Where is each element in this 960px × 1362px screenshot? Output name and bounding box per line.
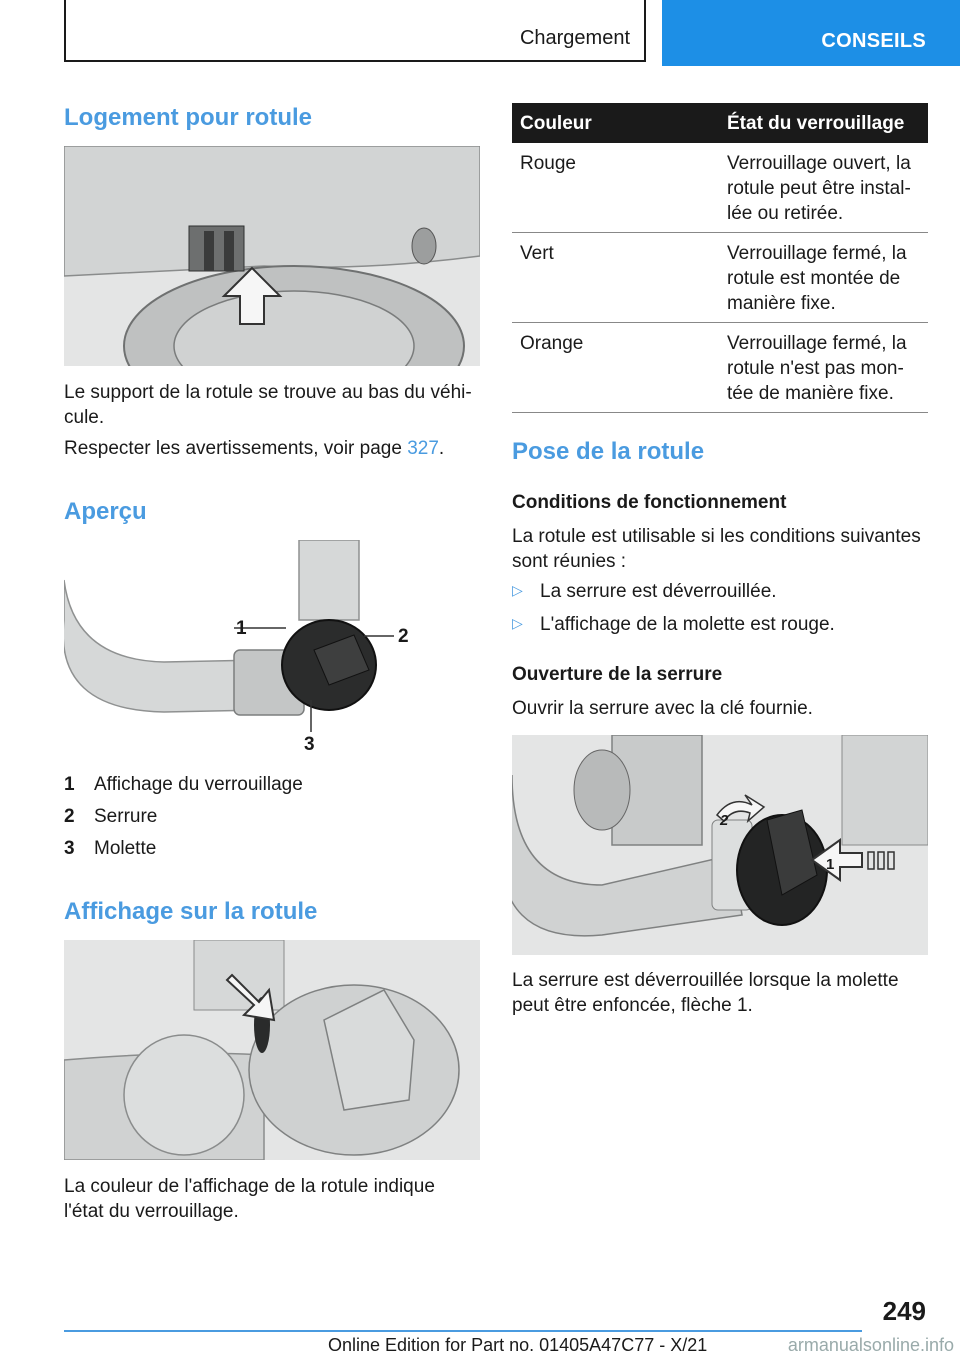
heading-pose: Pose de la rotule [512, 438, 705, 465]
bullet-triangle-icon: ▷ [512, 615, 523, 631]
page-ref-link[interactable]: 327 [407, 438, 439, 459]
footer-watermark: armanualsonline.info [787, 1335, 954, 1355]
header-section: CONSEILS [821, 30, 926, 52]
table-row [512, 323, 928, 413]
text-conditions: La rotule est utilisable si les conditions suivantes sont réunies : [512, 526, 921, 572]
footer-edition: Online Edition for Part no. 01405A47C77 - X/21 [328, 1335, 708, 1355]
table-row [512, 143, 928, 233]
table-cell-state: Verrouillage fermé, la rotule n'est pas mon-tée de manière fixe. [727, 333, 907, 404]
table-cell-color: Orange [520, 333, 584, 354]
figure-unlock [512, 735, 928, 955]
text-color-indicates: La couleur de l'affichage de la rotule indique l'état du verrouillage. [64, 1176, 435, 1222]
bullet-triangle-icon: ▷ [512, 582, 523, 598]
fig-label-3: 3 [304, 734, 315, 755]
legend-text: Affichage du verrouillage [94, 774, 303, 795]
table-row [512, 233, 928, 323]
heading-logement: Logement pour rotule [64, 104, 312, 131]
fig-label-1: 1 [236, 618, 247, 639]
text-ouverture: Ouvrir la serrure avec la clé fournie. [512, 698, 813, 719]
subheading-conditions: Conditions de fonctionnement [512, 492, 787, 513]
table-header-state: État du verrouillage [727, 113, 905, 134]
subheading-ouverture: Ouverture de la serrure [512, 664, 723, 685]
text-warnings-main: Respecter les avertissements, voir page [64, 438, 408, 459]
heading-apercu: Aperçu [64, 498, 147, 525]
legend-number: 2 [64, 806, 75, 827]
table-header [512, 103, 928, 143]
table-cell-color: Rouge [520, 153, 576, 174]
legend-number: 3 [64, 838, 75, 859]
lock-state-table [512, 103, 928, 413]
text-warnings-end: . [438, 438, 445, 459]
page-number: 249 [882, 1296, 926, 1326]
legend-text: Serrure [94, 806, 158, 827]
table-cell-color: Vert [520, 243, 554, 264]
header-section-box [662, 0, 960, 66]
legend-text: Molette [94, 838, 157, 859]
table-header-color: Couleur [520, 113, 592, 134]
figure-hitch-support [64, 146, 480, 366]
fig-label-2: 2 [398, 626, 409, 647]
heading-affichage: Affichage sur la rotule [64, 898, 318, 925]
text-warnings [64, 436, 480, 461]
figure-overview [64, 540, 480, 760]
header-chapter: Chargement [519, 27, 630, 49]
table-cell-state: Verrouillage fermé, la rotule est montée de manière fixe. [727, 243, 907, 314]
fig-label-arrow-2: 2 [720, 812, 729, 829]
table-cell-state: Verrouillage ouvert, la rotule peut être instal-lée ou retirée. [727, 153, 911, 224]
figure-indicator [64, 940, 480, 1160]
text-support-location: Le support de la rotule se trouve au bas du véhi-cule. [64, 382, 472, 428]
bullet-text: La serrure est déverrouillée. [540, 581, 777, 602]
footer-divider [64, 1330, 862, 1332]
bullet-text: L'affichage de la molette est rouge. [540, 614, 835, 635]
text-unlocked-when: La serrure est déverrouillée lorsque la molette peut être enfoncée, flèche 1. [512, 970, 899, 1016]
fig-label-arrow-1: 1 [826, 856, 835, 873]
legend-number: 1 [64, 774, 75, 795]
header-chapter-box [64, 0, 646, 62]
